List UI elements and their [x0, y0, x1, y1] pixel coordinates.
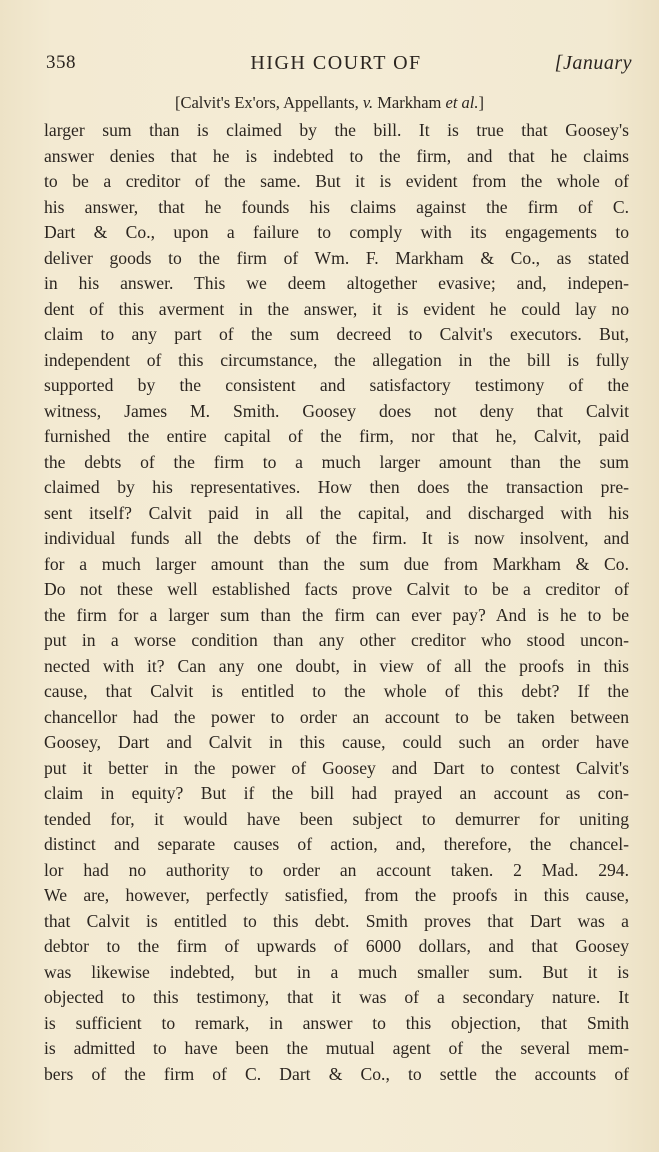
- text-line: in his answer. This we deem altogether evasive; and, indepen-: [44, 273, 629, 293]
- text-line: claim to any part of the sum decreed to Calvit's executors. But,: [44, 324, 629, 344]
- text-line: put it better in the power of Goosey and Dart to contest Calvit's: [44, 757, 629, 778]
- case-title-etal: et al.: [445, 93, 479, 112]
- case-title: [0, 93, 659, 113]
- text-line: chancellor had the power to order an account to be taken between: [44, 706, 629, 727]
- body-text: [44, 118, 629, 1087]
- case-title-party: Markham: [373, 93, 446, 112]
- case-title-versus: v.: [362, 93, 374, 112]
- text-line: nected with it? Can any one doubt, in view of all the proofs in this: [44, 655, 629, 676]
- page-number: 358: [46, 52, 76, 73]
- running-header: [40, 52, 632, 86]
- text-line: dent of this averment in the answer, it is evident he could lay no: [44, 298, 629, 319]
- text-line: witness, James M. Smith. Goosey does not deny that Calvit: [44, 400, 629, 421]
- header-title: HIGH COURT OF: [250, 52, 422, 74]
- text-line: Dart & Co., upon a failure to comply with its engagements to: [44, 222, 629, 242]
- text-line: Goosey, Dart and Calvit in this cause, could such an order have: [44, 732, 629, 752]
- text-line: cause, that Calvit is entitled to the whole of this debt? If the: [44, 681, 629, 701]
- text-line: put in a worse condition than any other creditor who stood uncon-: [44, 630, 629, 650]
- text-line: was likewise indebted, but in a much smaller sum. But it is: [44, 961, 629, 982]
- text-line: debtor to the firm of upwards of 6000 dollars, and that Goosey: [44, 936, 629, 956]
- text-line: independent of this circumstance, the allegation in the bill is fully: [44, 349, 629, 370]
- text-line: his answer, that he founds his claims against the firm of C.: [44, 196, 629, 217]
- text-line: answer denies that he is indebted to the firm, and that he claims: [44, 145, 629, 166]
- text-line: supported by the consistent and satisfactory testimony of the: [44, 375, 629, 395]
- text-line: individual funds all the debts of the firm. It is now insolvent, and: [44, 528, 629, 548]
- text-line: distinct and separate causes of action, and, therefore, the chancel-: [44, 834, 629, 854]
- text-line: lor had no authority to order an account taken. 2 Mad. 294.: [44, 859, 629, 880]
- text-line: Do not these well established facts prove Calvit to be a creditor of: [44, 579, 629, 599]
- text-line: that Calvit is entitled to this debt. Smith proves that Dart was a: [44, 910, 629, 931]
- text-line: sent itself? Calvit paid in all the capital, and discharged with his: [44, 502, 629, 523]
- text-line: claimed by his representatives. How then does the transaction pre-: [44, 477, 629, 497]
- text-line: deliver goods to the firm of Wm. F. Markham & Co., as stated: [44, 247, 629, 268]
- text-line: to be a creditor of the same. But it is evident from the whole of: [44, 171, 629, 191]
- text-line: tended for, it would have been subject to demurrer for uniting: [44, 808, 629, 829]
- case-title-suffix: ]: [478, 93, 485, 112]
- text-line: is sufficient to remark, in answer to this objection, that Smith: [44, 1012, 629, 1033]
- text-line: the debts of the firm to a much larger amount than the sum: [44, 451, 629, 472]
- text-line: furnished the entire capital of the firm, nor that he, Calvit, paid: [44, 426, 629, 446]
- text-line: We are, however, perfectly satisfied, from the proofs in this cause,: [44, 885, 629, 905]
- text-line: the firm for a larger sum than the firm can ever pay? And is he to be: [44, 604, 629, 625]
- text-line: for a much larger amount than the sum due from Markham & Co.: [44, 553, 629, 574]
- header-month: [January: [554, 52, 632, 74]
- text-line: bers of the firm of C. Dart & Co., to settle the accounts of: [44, 1063, 629, 1084]
- case-title-prefix: [Calvit's Ex'ors, Appellants,: [174, 93, 363, 112]
- text-line: larger sum than is claimed by the bill. It is true that Goosey's: [44, 120, 629, 140]
- text-line: is admitted to have been the mutual agent of the several mem-: [44, 1038, 629, 1058]
- text-line: objected to this testimony, that it was of a secondary nature. It: [44, 987, 629, 1007]
- text-line: claim in equity? But if the bill had prayed an account as con-: [44, 783, 629, 803]
